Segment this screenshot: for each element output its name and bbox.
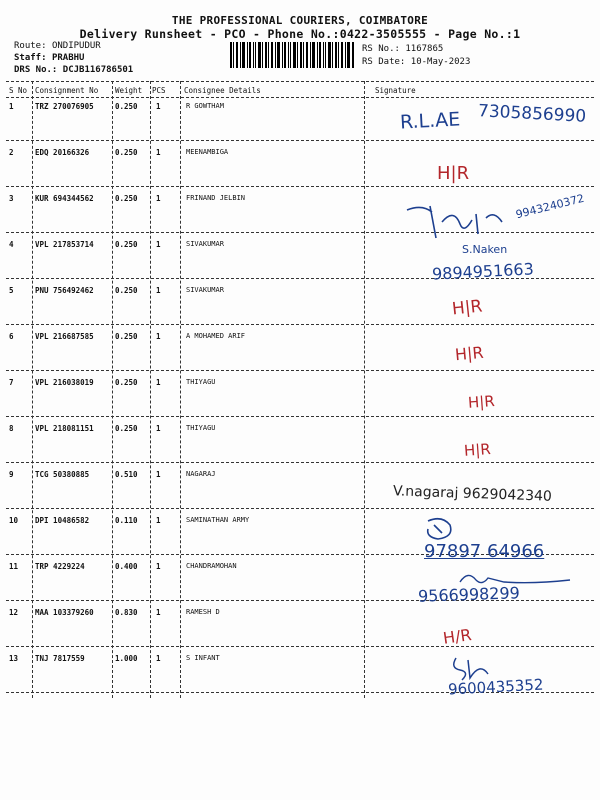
handwritten-name-row-4: S.Naken: [462, 243, 508, 256]
row-sno: 3: [9, 194, 14, 203]
staff-line: [14, 53, 84, 63]
handwritten-phone-row-11: 9566998299: [417, 583, 521, 606]
handwritten-phone-row-3: 9943240372: [514, 191, 586, 222]
rs-no-label: RS No.:: [362, 44, 400, 54]
row-pcs: 1: [156, 102, 161, 111]
row-sno: 8: [9, 424, 14, 433]
row-consignment-no: VPL 217853714: [35, 240, 94, 249]
row-weight: 0.250: [115, 378, 138, 387]
row-separator: [6, 186, 594, 187]
table-top-border: [6, 81, 594, 82]
row-consignee: RAMESH D: [186, 608, 220, 616]
row-pcs: 1: [156, 378, 161, 387]
row-consignment-no: TRZ 270076905: [35, 102, 94, 111]
row-pcs: 1: [156, 286, 161, 295]
rs-date-line: [362, 57, 470, 67]
row-consignee: CHANDRAMOHAN: [186, 562, 237, 570]
signature-scribble-row-1: R.L.AE: [399, 108, 461, 134]
row-consignee: R GOWTHAM: [186, 102, 224, 110]
company-title: THE PROFESSIONAL COURIERS, COIMBATORE: [171, 14, 429, 27]
row-consignment-no: EDQ 20166326: [35, 148, 90, 157]
route-line: [14, 41, 101, 51]
row-pcs: 1: [156, 194, 161, 203]
row-consignment-no: MAA 103379260: [35, 608, 94, 617]
row-pcs: 1: [156, 424, 161, 433]
row-consignment-no: TCG 50380885: [35, 470, 90, 479]
row-sno: 7: [9, 378, 14, 387]
row-weight: 0.250: [115, 194, 138, 203]
row-weight: 0.250: [115, 102, 138, 111]
column-header-consignment: Consignment No: [35, 86, 99, 95]
handwritten-mark-row-12: H/R: [441, 625, 473, 648]
handwritten-phone-row-1: 7305856990: [477, 101, 587, 127]
row-pcs: 1: [156, 470, 161, 479]
row-pcs: 1: [156, 654, 161, 663]
row-weight: 1.000: [115, 654, 138, 663]
row-consignment-no: TRP 4229224: [35, 562, 85, 571]
handwritten-mark-row-6: H|R: [454, 342, 485, 365]
column-divider: [180, 81, 181, 698]
row-weight: 0.830: [115, 608, 138, 617]
row-consignment-no: VPL 216687585: [35, 332, 94, 341]
row-sno: 10: [9, 516, 19, 525]
row-consignment-no: TNJ 7817559: [35, 654, 85, 663]
row-consignee: THIYAGU: [186, 424, 216, 432]
column-header-sno: S No: [9, 86, 28, 95]
header-bottom-border: [6, 97, 594, 98]
row-consignment-no: KUR 694344562: [35, 194, 94, 203]
row-consignment-no: DPI 10486582: [35, 516, 90, 525]
drs-line: [14, 65, 133, 75]
row-consignment-no: VPL 218081151: [35, 424, 94, 433]
row-consignee: SAMINATHAN ARMY: [186, 516, 250, 524]
row-weight: 0.510: [115, 470, 138, 479]
row-sno: 5: [9, 286, 14, 295]
handwritten-phone-row-10: 97897 64966: [424, 541, 545, 562]
row-pcs: 1: [156, 148, 161, 157]
staff-value: PRABHU: [51, 53, 85, 63]
column-header-weight: Weight: [115, 86, 143, 95]
handwritten-mark-row-5: H|R: [451, 296, 484, 320]
route-label: Route:: [14, 41, 47, 51]
row-weight: 0.400: [115, 562, 138, 571]
row-pcs: 1: [156, 562, 161, 571]
row-weight: 0.110: [115, 516, 138, 525]
row-sno: 12: [9, 608, 19, 617]
row-weight: 0.250: [115, 332, 138, 341]
row-weight: 0.250: [115, 424, 138, 433]
row-consignee: A MOHAMED ARIF: [186, 332, 246, 340]
drs-value: DCJB116786501: [62, 65, 134, 75]
handwritten-mark-row-7: H|R: [467, 392, 496, 412]
column-header-pcs: PCS: [152, 86, 166, 95]
row-consignee: MEENAMBIGA: [186, 148, 229, 156]
signature-scribble-row-3: [402, 200, 512, 242]
row-sno: 1: [9, 102, 14, 111]
row-weight: 0.250: [115, 240, 138, 249]
row-consignee: SIVAKUMAR: [186, 286, 224, 294]
rs-date-value: 10-May-2023: [410, 57, 471, 67]
drs-label: DRS No.:: [14, 65, 58, 75]
column-divider: [32, 81, 33, 698]
handwritten-mark-row-2: H|R: [437, 163, 470, 184]
row-sno: 4: [9, 240, 14, 249]
rs-date-label: RS Date:: [362, 57, 406, 67]
row-pcs: 1: [156, 332, 161, 341]
row-consignee: SIVAKUMAR: [186, 240, 224, 248]
row-separator: [6, 324, 594, 325]
column-header-signature: Signature: [375, 86, 416, 95]
row-separator: [6, 462, 594, 463]
row-sno: 13: [9, 654, 19, 663]
row-sno: 2: [9, 148, 14, 157]
column-header-consignee: Consignee Details: [184, 86, 261, 95]
column-divider: [364, 81, 365, 698]
row-sno: 9: [9, 470, 14, 479]
column-divider: [150, 81, 151, 698]
column-divider: [112, 81, 113, 698]
row-separator: [6, 416, 594, 417]
row-separator: [6, 370, 594, 371]
row-separator: [6, 646, 594, 647]
route-value: ONDIPUDUR: [51, 41, 101, 51]
row-consignment-no: PNU 756492462: [35, 286, 94, 295]
barcode-image: [230, 42, 354, 68]
row-pcs: 1: [156, 608, 161, 617]
runsheet-subtitle: Delivery Runsheet - PCO - Phone No.:0422-3505555 - Page No.:1: [79, 27, 521, 41]
row-consignee: NAGARAJ: [186, 470, 216, 478]
row-consignee: FRINAND JELBIN: [186, 194, 246, 202]
row-separator: [6, 140, 594, 141]
row-weight: 0.250: [115, 286, 138, 295]
handwritten-phone-row-13: 9600435352: [447, 675, 544, 699]
handwritten-phone-row-4: 9894951663: [431, 259, 535, 284]
row-pcs: 1: [156, 240, 161, 249]
row-consignee: THIYAGU: [186, 378, 216, 386]
row-sno: 6: [9, 332, 14, 341]
row-consignee: S INFANT: [186, 654, 220, 662]
row-sno: 11: [9, 562, 19, 571]
rs-no-value: 1167865: [405, 44, 444, 54]
row-separator: [6, 508, 594, 509]
row-weight: 0.250: [115, 148, 138, 157]
handwritten-mark-row-8: H|R: [463, 440, 492, 460]
staff-label: Staff:: [14, 53, 47, 63]
rs-no-line: [362, 44, 443, 54]
row-consignment-no: VPL 216038019: [35, 378, 94, 387]
row-pcs: 1: [156, 516, 161, 525]
handwritten-text-row-9: V.nagaraj 9629042340: [392, 483, 553, 505]
